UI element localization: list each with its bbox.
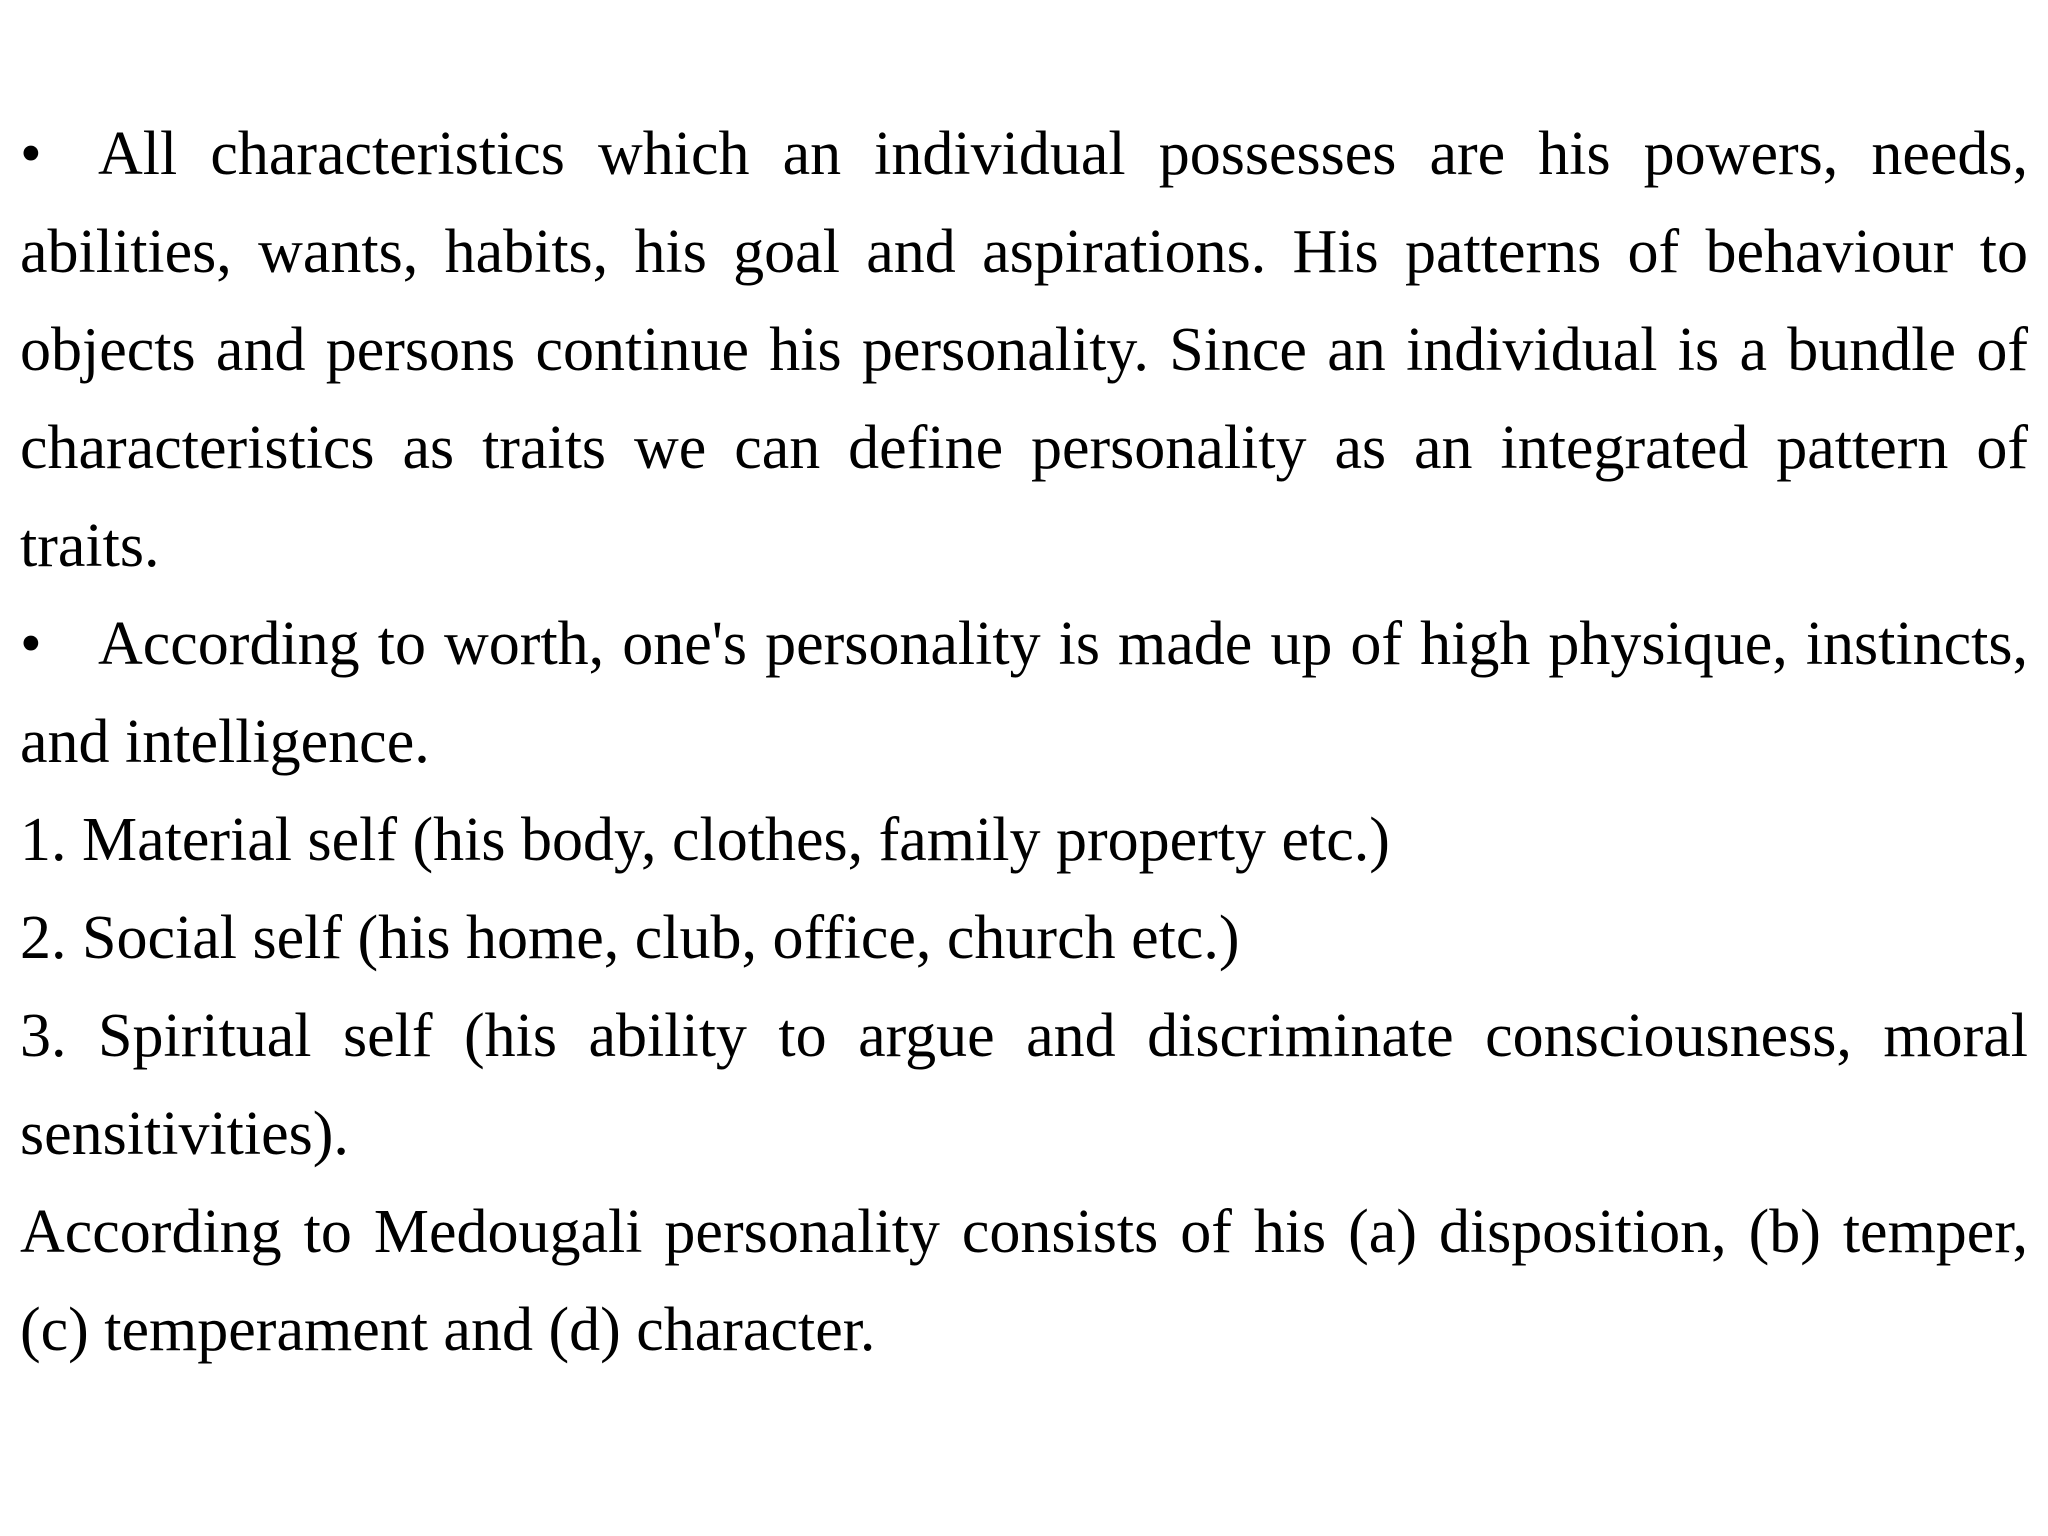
list-item-social-self: 2. Social self (his home, club, office, church etc.) (20, 904, 1240, 972)
paragraph-text: All characteristics which an individual possesses are his powers, needs, abilities, wants, habits, his goal and aspirations. His patterns of behaviour to objects and persons continue his personality. Since an individual is a bundle of characteristics as traits we can define personality as an integrated pattern of traits. (20, 120, 2028, 580)
bullet-paragraph-characteristics (20, 105, 2028, 595)
list-item-material-self: 1. Material self (his body, clothes, family property etc.) (20, 806, 1390, 874)
bullet-icon: • (20, 120, 42, 188)
paragraph-text: According to worth, one's personality is made up of high physique, instincts, and intelligence. (20, 610, 2028, 776)
bullet-icon: • (20, 610, 42, 678)
slide-body (20, 105, 2028, 1379)
bullet-paragraph-worth (20, 595, 2028, 791)
paragraph-medougali: According to Medougali personality consists of his (a) disposition, (b) temper, (c) temperament and (d) character. (20, 1198, 2028, 1364)
list-item-spiritual-self: 3. Spiritual self (his ability to argue and discriminate consciousness, moral sensitivities). (20, 1002, 2028, 1168)
